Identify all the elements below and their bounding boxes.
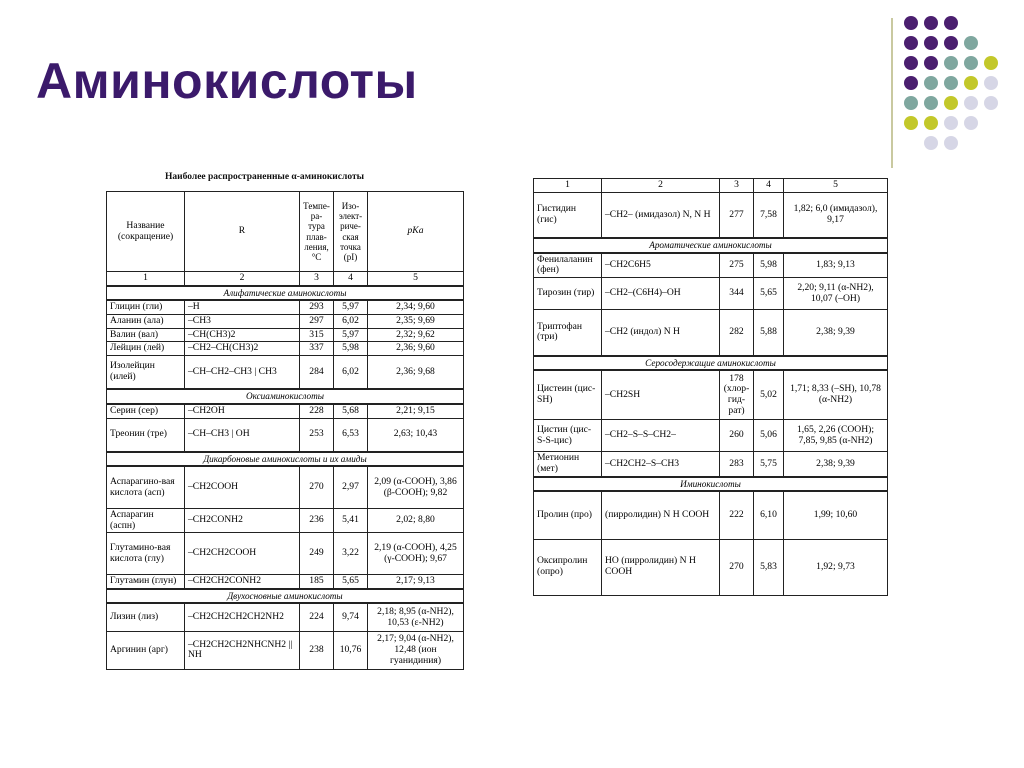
pka-values: 1,83; 9,13 <box>784 253 888 278</box>
decorative-dot <box>964 36 978 50</box>
isoelectric-point: 6,02 <box>334 314 368 328</box>
isoelectric-point: 5,83 <box>754 539 784 595</box>
decorative-dot <box>924 76 938 90</box>
header-r: R <box>185 192 300 272</box>
isoelectric-point: 5,97 <box>334 328 368 342</box>
decorative-dot <box>924 116 938 130</box>
amino-acid-name: Пролин (про) <box>534 491 602 539</box>
melting-point: 270 <box>720 539 754 595</box>
decorative-dot <box>944 76 958 90</box>
melting-point: 297 <box>300 314 334 328</box>
r-group: –CH2–S–S–CH2– <box>602 420 720 452</box>
section-header-row <box>534 238 888 252</box>
r-group: –CH2–CH(CH3)2 <box>185 342 300 356</box>
amino-acid-name: Триптофан (три) <box>534 310 602 356</box>
decorative-dot <box>924 36 938 50</box>
section-title: Серосодержащие аминокислоты <box>534 356 888 370</box>
isoelectric-point: 5,68 <box>334 404 368 418</box>
melting-point: 275 <box>720 253 754 278</box>
section-title: Дикарбоновые аминокислоты и их амиды <box>107 452 464 466</box>
pka-values: 2,20; 9,11 (α-NH2), 10,07 (–OH) <box>784 278 888 310</box>
amino-acid-name: Цистин (цис-S-S-цис) <box>534 420 602 452</box>
melting-point: 260 <box>720 420 754 452</box>
col-number: 2 <box>602 179 720 193</box>
header-name: Название (сокращение) <box>107 192 185 272</box>
decorative-dot <box>944 36 958 50</box>
header-isoelectric-point: Изо-элект-риче-ская точка (pI) <box>334 192 368 272</box>
pka-values: 2,32; 9,62 <box>368 328 464 342</box>
table-row <box>107 466 464 508</box>
isoelectric-point: 5,06 <box>754 420 784 452</box>
amino-acid-name: Глутамино-вая кислота (глу) <box>107 533 185 575</box>
decorative-dot <box>964 116 978 130</box>
r-group: –H <box>185 300 300 314</box>
pka-values: 2,21; 9,15 <box>368 404 464 418</box>
r-group: –CH2CH2CH2CH2NH2 <box>185 603 300 631</box>
melting-point: 344 <box>720 278 754 310</box>
table-row <box>107 328 464 342</box>
col-number: 3 <box>300 272 334 286</box>
decorative-dot <box>984 96 998 110</box>
decorative-dot <box>964 56 978 70</box>
section-header-row <box>534 356 888 370</box>
pka-values: 2,38; 9,39 <box>784 310 888 356</box>
pka-values: 2,18; 8,95 (α-NH2), 10,53 (ε-NH2) <box>368 603 464 631</box>
amino-acid-name: Оксипролин (опро) <box>534 539 602 595</box>
r-group: –CH2CONH2 <box>185 508 300 532</box>
decorative-dot <box>984 76 998 90</box>
column-number-row <box>534 179 888 193</box>
isoelectric-point: 6,53 <box>334 418 368 452</box>
amino-acid-name: Валин (вал) <box>107 328 185 342</box>
amino-acid-name: Аланин (ала) <box>107 314 185 328</box>
pka-values: 1,99; 10,60 <box>784 491 888 539</box>
amino-acid-name: Гистидин (гис) <box>534 192 602 238</box>
r-group: –CH–CH2–CH3 | CH3 <box>185 355 300 389</box>
table-row <box>534 491 888 539</box>
pka-values: 1,92; 9,73 <box>784 539 888 595</box>
isoelectric-point: 5,65 <box>334 575 368 589</box>
isoelectric-point: 10,76 <box>334 631 368 669</box>
col-number: 2 <box>185 272 300 286</box>
amino-acid-name: Изолейцин (илей) <box>107 355 185 389</box>
table-row <box>534 278 888 310</box>
r-group: –CH2–(C6H4)–OH <box>602 278 720 310</box>
pka-values: 2,38; 9,39 <box>784 452 888 477</box>
pka-values: 2,19 (α-COOH), 4,25 (γ-COOH); 9,67 <box>368 533 464 575</box>
table-row <box>107 342 464 356</box>
melting-point: 270 <box>300 466 334 508</box>
decorative-dot <box>904 116 918 130</box>
table-header-row <box>107 192 464 272</box>
decorative-dot <box>924 16 938 30</box>
r-group: –CH2– (имидазол) N, N H <box>602 192 720 238</box>
pka-values: 2,35; 9,69 <box>368 314 464 328</box>
pka-values: 1,65, 2,26 (COOH); 7,85, 9,85 (α-NH2) <box>784 420 888 452</box>
isoelectric-point: 5,88 <box>754 310 784 356</box>
isoelectric-point: 2,97 <box>334 466 368 508</box>
table-row <box>107 355 464 389</box>
table-row <box>107 575 464 589</box>
slide-title: Аминокислоты <box>36 53 418 109</box>
amino-acid-name: Лейцин (лей) <box>107 342 185 356</box>
table-row <box>107 533 464 575</box>
pka-values: 1,71; 8,33 (–SH), 10,78 (α-NH2) <box>784 370 888 420</box>
col-number: 3 <box>720 179 754 193</box>
r-group: –CH2C6H5 <box>602 253 720 278</box>
melting-point: 283 <box>720 452 754 477</box>
table-row <box>534 370 888 420</box>
isoelectric-point: 3,22 <box>334 533 368 575</box>
r-group: (пирролидин) N H COOH <box>602 491 720 539</box>
table-row <box>534 539 888 595</box>
table-row <box>107 631 464 669</box>
r-group: –CH–CH3 | OH <box>185 418 300 452</box>
isoelectric-point: 6,02 <box>334 355 368 389</box>
amino-acid-name: Серин (сер) <box>107 404 185 418</box>
isoelectric-point: 9,74 <box>334 603 368 631</box>
decorative-dot-grid <box>904 16 1024 166</box>
amino-acids-table-left <box>106 191 464 670</box>
pka-values: 2,17; 9,13 <box>368 575 464 589</box>
r-group: –CH2SH <box>602 370 720 420</box>
isoelectric-point: 5,98 <box>754 253 784 278</box>
section-title: Алифатические аминокислоты <box>107 286 464 300</box>
amino-acid-name: Фенилаланин (фен) <box>534 253 602 278</box>
section-title: Двухосновные аминокислоты <box>107 589 464 603</box>
table-row <box>107 418 464 452</box>
decorative-dot <box>904 36 918 50</box>
decorative-dot <box>944 16 958 30</box>
amino-acid-name: Цистеин (цис-SH) <box>534 370 602 420</box>
melting-point: 293 <box>300 300 334 314</box>
pka-values: 2,09 (α-COOH), 3,86 (β-COOH); 9,82 <box>368 466 464 508</box>
pka-values: 1,82; 6,0 (имидазол), 9,17 <box>784 192 888 238</box>
table-row <box>107 603 464 631</box>
pka-values: 2,17; 9,04 (α-NH2), 12,48 (ион гуанидиния) <box>368 631 464 669</box>
header-melting-point: Темпе-ра-тура плав-ления, °С <box>300 192 334 272</box>
table-row <box>534 420 888 452</box>
amino-acid-name: Аргинин (арг) <box>107 631 185 669</box>
section-header-row <box>107 389 464 403</box>
decorative-dot <box>984 56 998 70</box>
col-number: 1 <box>107 272 185 286</box>
pka-values: 2,36; 9,68 <box>368 355 464 389</box>
decorative-dot <box>944 136 958 150</box>
melting-point: 282 <box>720 310 754 356</box>
decorative-dot <box>904 96 918 110</box>
amino-acid-name: Тирозин (тир) <box>534 278 602 310</box>
isoelectric-point: 5,97 <box>334 300 368 314</box>
decorative-dot <box>944 116 958 130</box>
section-header-row <box>534 477 888 491</box>
table-row <box>534 452 888 477</box>
section-header-row <box>107 589 464 603</box>
r-group: –CH2CH2CH2NHCNH2 || NH <box>185 631 300 669</box>
header-pka: pKa <box>368 192 464 272</box>
melting-point: 249 <box>300 533 334 575</box>
section-title: Иминокислоты <box>534 477 888 491</box>
melting-point: 315 <box>300 328 334 342</box>
decorative-dot <box>924 56 938 70</box>
decorative-dot <box>904 56 918 70</box>
section-title: Ароматические аминокислоты <box>534 238 888 252</box>
amino-acid-name: Лизин (лиз) <box>107 603 185 631</box>
r-group: –CH3 <box>185 314 300 328</box>
amino-acid-name: Глутамин (глун) <box>107 575 185 589</box>
r-group: –CH2COOH <box>185 466 300 508</box>
decorative-dot <box>964 96 978 110</box>
r-group: –CH2CH2COOH <box>185 533 300 575</box>
decorative-dot <box>924 136 938 150</box>
table-row <box>107 404 464 418</box>
table-row <box>107 314 464 328</box>
r-group: –CH2OH <box>185 404 300 418</box>
section-header-row <box>107 452 464 466</box>
melting-point: 185 <box>300 575 334 589</box>
table-row <box>107 508 464 532</box>
col-number: 1 <box>534 179 602 193</box>
col-number: 5 <box>368 272 464 286</box>
decorative-dot <box>944 56 958 70</box>
isoelectric-point: 5,98 <box>334 342 368 356</box>
section-title: Оксиаминокислоты <box>107 389 464 403</box>
column-number-row <box>107 272 464 286</box>
melting-point: 236 <box>300 508 334 532</box>
decorative-dot <box>904 76 918 90</box>
col-number: 4 <box>334 272 368 286</box>
table-row <box>534 192 888 238</box>
table-row <box>534 310 888 356</box>
pka-values: 2,34; 9,60 <box>368 300 464 314</box>
isoelectric-point: 5,75 <box>754 452 784 477</box>
r-group: –CH2CH2–S–CH3 <box>602 452 720 477</box>
decorative-dot <box>944 96 958 110</box>
table-row <box>107 300 464 314</box>
isoelectric-point: 7,58 <box>754 192 784 238</box>
amino-acid-name: Треонин (тре) <box>107 418 185 452</box>
amino-acid-name: Глицин (гли) <box>107 300 185 314</box>
r-group: –CH2 (индол) N H <box>602 310 720 356</box>
title-divider-line <box>891 18 893 168</box>
pka-values: 2,63; 10,43 <box>368 418 464 452</box>
col-number: 5 <box>784 179 888 193</box>
amino-acid-name: Метионин (мет) <box>534 452 602 477</box>
decorative-dot <box>904 16 918 30</box>
melting-point: 238 <box>300 631 334 669</box>
melting-point: 277 <box>720 192 754 238</box>
melting-point: 178 (хлор-гид-рат) <box>720 370 754 420</box>
col-number: 4 <box>754 179 784 193</box>
decorative-dot <box>924 96 938 110</box>
table-row <box>534 253 888 278</box>
pka-values: 2,36; 9,60 <box>368 342 464 356</box>
melting-point: 337 <box>300 342 334 356</box>
melting-point: 228 <box>300 404 334 418</box>
r-group: HO (пирролидин) N H COOH <box>602 539 720 595</box>
amino-acid-name: Аспарагино-вая кислота (асп) <box>107 466 185 508</box>
isoelectric-point: 6,10 <box>754 491 784 539</box>
r-group: –CH(CH3)2 <box>185 328 300 342</box>
isoelectric-point: 5,65 <box>754 278 784 310</box>
amino-acid-name: Аспарагин (аспн) <box>107 508 185 532</box>
melting-point: 224 <box>300 603 334 631</box>
table-caption: Наиболее распространенные α-аминокислоты <box>165 172 365 182</box>
melting-point: 284 <box>300 355 334 389</box>
decorative-dot <box>964 76 978 90</box>
melting-point: 253 <box>300 418 334 452</box>
melting-point: 222 <box>720 491 754 539</box>
isoelectric-point: 5,02 <box>754 370 784 420</box>
isoelectric-point: 5,41 <box>334 508 368 532</box>
pka-values: 2,02; 8,80 <box>368 508 464 532</box>
section-header-row <box>107 286 464 300</box>
r-group: –CH2CH2CONH2 <box>185 575 300 589</box>
amino-acids-table-right <box>533 178 888 596</box>
